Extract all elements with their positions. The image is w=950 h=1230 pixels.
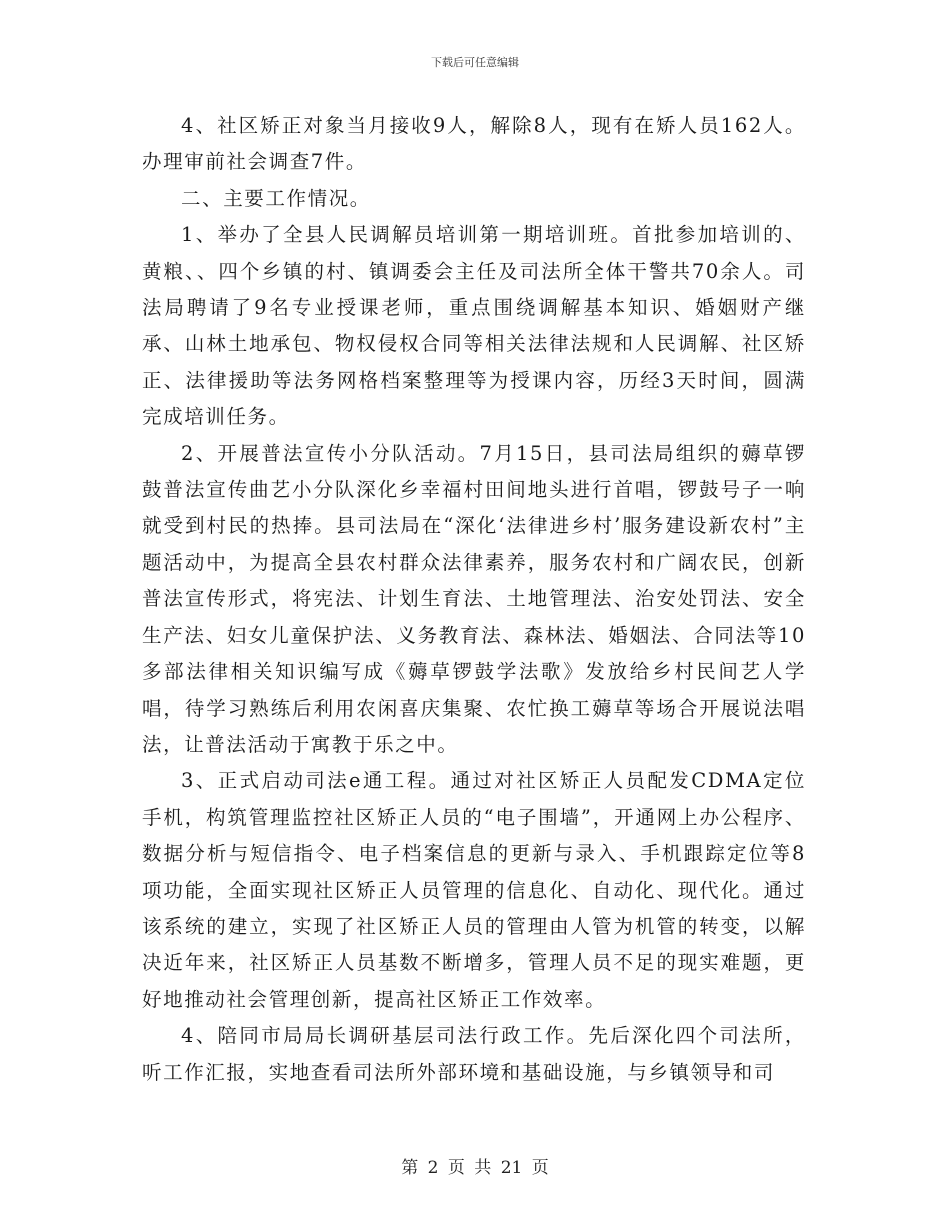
paragraph-2-heading: 二、主要工作情况。 <box>181 186 371 210</box>
page-header: 下载后可任意编辑 <box>431 56 519 69</box>
paragraph-6: 4、陪同市局局长调研基层司法行政工作。先后深化四个司法所，听工作汇报，实地查看司法所外部环境和基础设施，与乡镇领导和司 <box>142 1024 806 1084</box>
paragraph-5: 3、正式启动司法e通工程。通过对社区矫正人员配发CDMA定位手机，构筑管理监控社区矫正人员的“电子围墙”，开通网上办公程序、数据分析与短信指令、电子档案信息的更新与录入、手机跟踪定位等8项功能，全面实现社区矫正人员管理的信息化、自动化、现代化。通过该系统的建立，实现了社区矫正人员的管理由人管为机管的转变，以解决近年来，社区矫正人员基数不断增多，管理人员不足的现实难题，更好地推动社会管理创新，提高社区矫正工作效率。 <box>142 769 806 1011</box>
document-body <box>142 108 806 1091</box>
paragraph-3: 1、举办了全县人民调解员培训第一期培训班。首批参加培训的、黄粮、、四个乡镇的村、镇调委会主任及司法所全体干警共70余人。司法局聘请了9名专业授课老师，重点围绕调解基本知识、婚姻财产继承、山林土地承包、物权侵权合同等相关法律法规和人民调解、社区矫正、法律援助等法务网格档案整理等为授课内容，历经3天时间，圆满完成培训任务。 <box>142 223 806 429</box>
paragraph-4: 2、开展普法宣传小分队活动。7月15日，县司法局组织的薅草锣鼓普法宣传曲艺小分队深化乡幸福村田间地头进行首唱，锣鼓号子一响就受到村民的热捧。县司法局在“深化‘法律进乡村’服务建设新农村”主题活动中，为提高全县农村群众法律素养，服务农村和广阔农民，创新普法宣传形式，将宪法、计划生育法、土地管理法、治安处罚法、安全生产法、妇女儿童保护法、义务教育法、森林法、婚姻法、合同法等10多部法律相关知识编写成《薅草锣鼓学法歌》发放给乡村民间艺人学唱，待学习熟练后利用农闲喜庆集聚、农忙换工薅草等场合开展说法唱法，让普法活动于寓教于乐之中。 <box>142 441 806 756</box>
paragraph-1: 4、社区矫正对象当月接收9人，解除8人，现有在矫人员162人。办理审前社会调查7件。 <box>142 114 806 174</box>
page-number: 第 2 页 共 21 页 <box>401 1158 549 1178</box>
